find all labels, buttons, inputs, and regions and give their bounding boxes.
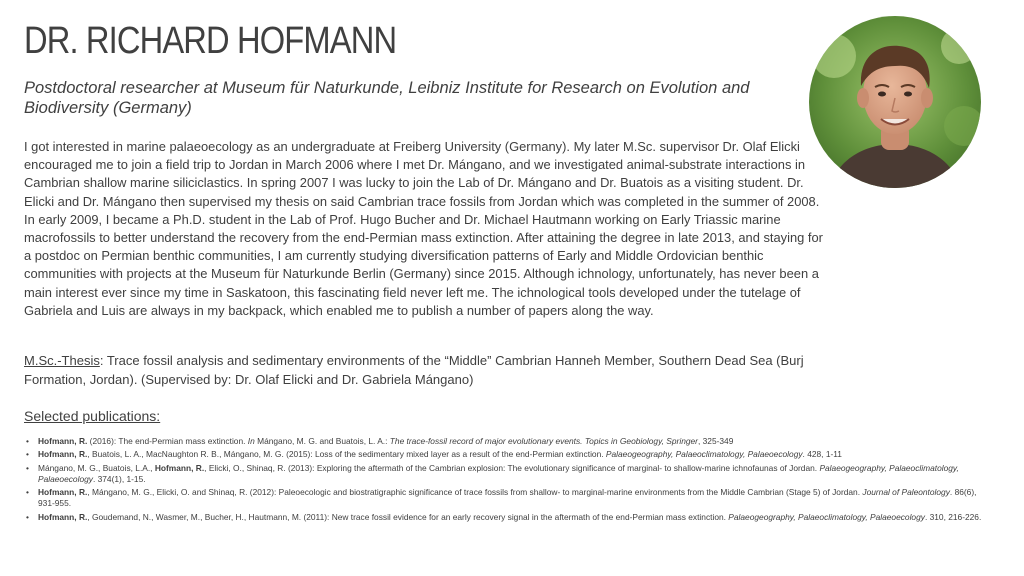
page-title: DR. RICHARD HOFMANN bbox=[24, 20, 397, 62]
biography-paragraph: I got interested in marine palaeoecology as an undergraduate at Freiberg University (Germany). My later M.Sc. supervisor Dr. Olaf Elicki encouraged me to join a field trip to Jordan in March 2006 where I met Dr. Mángano, and we investigated animal-substrate interactions in Cambrian shallow marine siliciclastics. In spring 2007 I was lucky to join the Lab of Dr. Mángano and Dr. Buatois as a visiting student. Dr. Elicki and Dr. Mángano then supervised my thesis on said Cambrian trace fossils from Jordan which was completed in the summer of 2008. In early 2009, I became a Ph.D. student in the Lab of Prof. Hugo Bucher and Dr. Michael Hautmann working on Early Triassic marine macrofossils to better understand the recovery from the end-Permian mass extinction. After attaining the degree in late 2013, and staying for a postdoc on Permian benthic communities, I am currently studying diversification patterns of Early and Middle Ordovician benthic communities with projects at the Museum für Naturkunde Berlin (Germany) since 2015. Although ichnology, unfortunately, has never been a main interest ever since my time in Saskatoon, this fascinating field never left me. The ichnological tools developed under the tutelage of Gabriela and Luis are always in my backpack, which enabled me to publish a number of papers along the way. bbox=[24, 139, 823, 318]
subtitle: Postdoctoral researcher at Museum für Naturkunde, Leibniz Institute for Research on Evolution and Biodiversity (Germany) bbox=[24, 79, 750, 117]
publications-heading: Selected publications: bbox=[24, 408, 161, 424]
thesis-paragraph bbox=[24, 352, 824, 389]
thesis-label: M.Sc.-Thesis bbox=[24, 353, 100, 368]
publication-item: • Hofmann, R. (2016): The end-Permian mass extinction. In Mángano, M. G. and Buatois, L. A.: The trace-fossil record of major evolutionary events. Topics in Geobiology, Springer, 325-349 bbox=[24, 436, 984, 447]
publications-list bbox=[24, 436, 984, 525]
thesis-text: : Trace fossil analysis and sedimentary environments of the “Middle” Cambrian Hanneh Member, Southern Dead Sea (Burj Formation, Jordan). (Supervised by: Dr. Olaf Elicki and Dr. Gabriela Mángano) bbox=[24, 353, 804, 387]
avatar bbox=[809, 16, 981, 188]
publication-item: • Hofmann, R., Mángano, M. G., Elicki, O. and Shinaq, R. (2012): Paleoecologic and biostratigraphic significance of trace fossils from shallow- to marginal-marine environments from the Middle Cambrian (Stage 5) of Jordan. Journal of Paleontology. 86(6), 931-955. bbox=[24, 487, 984, 510]
portrait-photo-icon bbox=[809, 16, 981, 188]
publication-item: • Mángano, M. G., Buatois, L.A., Hofmann, R., Elicki, O., Shinaq, R. (2013): Exploring the aftermath of the Cambrian explosion: The evolutionary significance of marginal- to shallow-marine ichnofaunas of Jordan. Palaeogeography, Palaeoclimatology, Palaeoecology. 374(1), 1-15. bbox=[24, 463, 984, 486]
publication-item: • Hofmann, R., Buatois, L. A., MacNaughton R. B., Mángano, M. G. (2015): Loss of the sedimentary mixed layer as a result of the end-Permian extinction. Palaeogeography, Palaeoclimatology, Palaeoecology. 428, 1-11 bbox=[24, 449, 984, 460]
publication-item: • Hofmann, R., Goudemand, N., Wasmer, M., Bucher, H., Hautmann, M. (2011): New trace fossil evidence for an early recovery signal in the aftermath of the end-Permian mass extinction. Palaeogeography, Palaeoclimatology, Palaeoecology. 310, 216-226. bbox=[24, 512, 984, 523]
